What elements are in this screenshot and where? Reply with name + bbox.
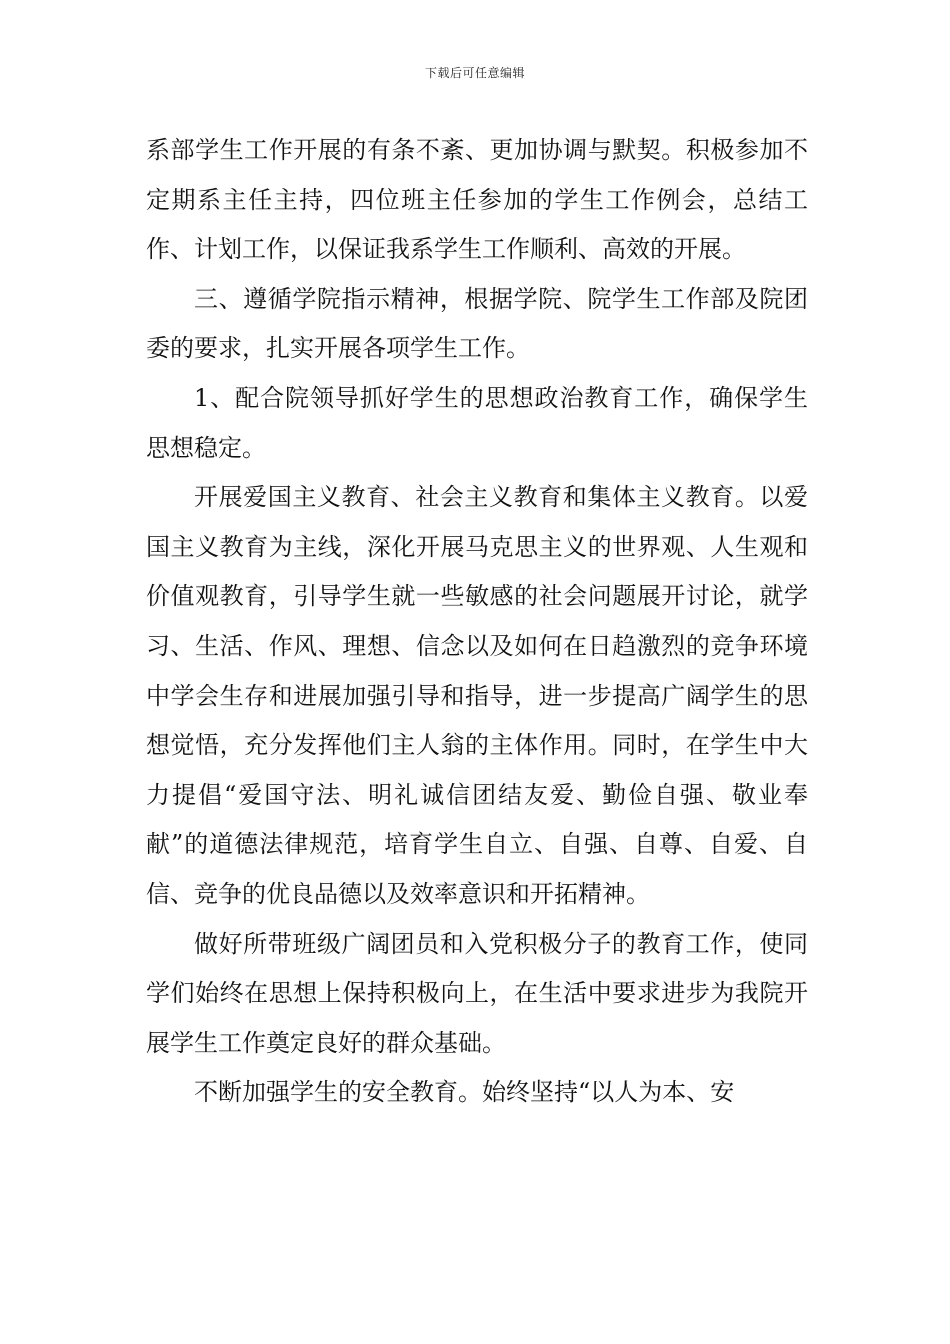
page-header: 下载后可任意编辑 — [424, 66, 525, 80]
paragraph-section-three: 三、遵循学院指示精神，根据学院、院学生工作部及院团委的要求，扎实开展各项学生工作。 — [146, 284, 808, 363]
paragraph-patriotic-education: 开展爱国主义教育、社会主义教育和集体主义教育。以爱国主义教育为主线，深化开展马克思主义的世界观、人生观和价值观教育，引导学生就一些敏感的社会问题展开讨论，就学习、生活、作风、理想、信念以及如何在日趋激烈的竞争环境中学会生存和进展加强引导和指导，进一步提高广阔学生的思想觉悟，充分发挥他们主人翁的主体作用。同时，在学生中大力提倡“爱国守法、明礼诚信团结友爱、勤俭自强、敬业奉献”的道德法律规范，培育学生自立、自强、自尊、自爱、自信、竞争的优良品德以及效率意识和开拓精神。 — [146, 483, 808, 908]
paragraph-league-members: 做好所带班级广阔团员和入党积极分子的教育工作，使同学们始终在思想上保持积极向上，在生活中要求进步为我院开展学生工作奠定良好的群众基础。 — [146, 929, 808, 1057]
document-body — [146, 126, 808, 1118]
paragraph-continuation: 系部学生工作开展的有条不紊、更加协调与默契。积极参加不定期系主任主持，四位班主任参加的学生工作例会，总结工作、计划工作，以保证我系学生工作顺利、高效的开展。 — [146, 136, 808, 264]
paragraph-safety-education: 不断加强学生的安全教育。始终坚持“以人为本、安 — [194, 1078, 735, 1107]
paragraph-item-one: 1、配合院领导抓好学生的思想政治教育工作，确保学生思想稳定。 — [146, 383, 808, 462]
